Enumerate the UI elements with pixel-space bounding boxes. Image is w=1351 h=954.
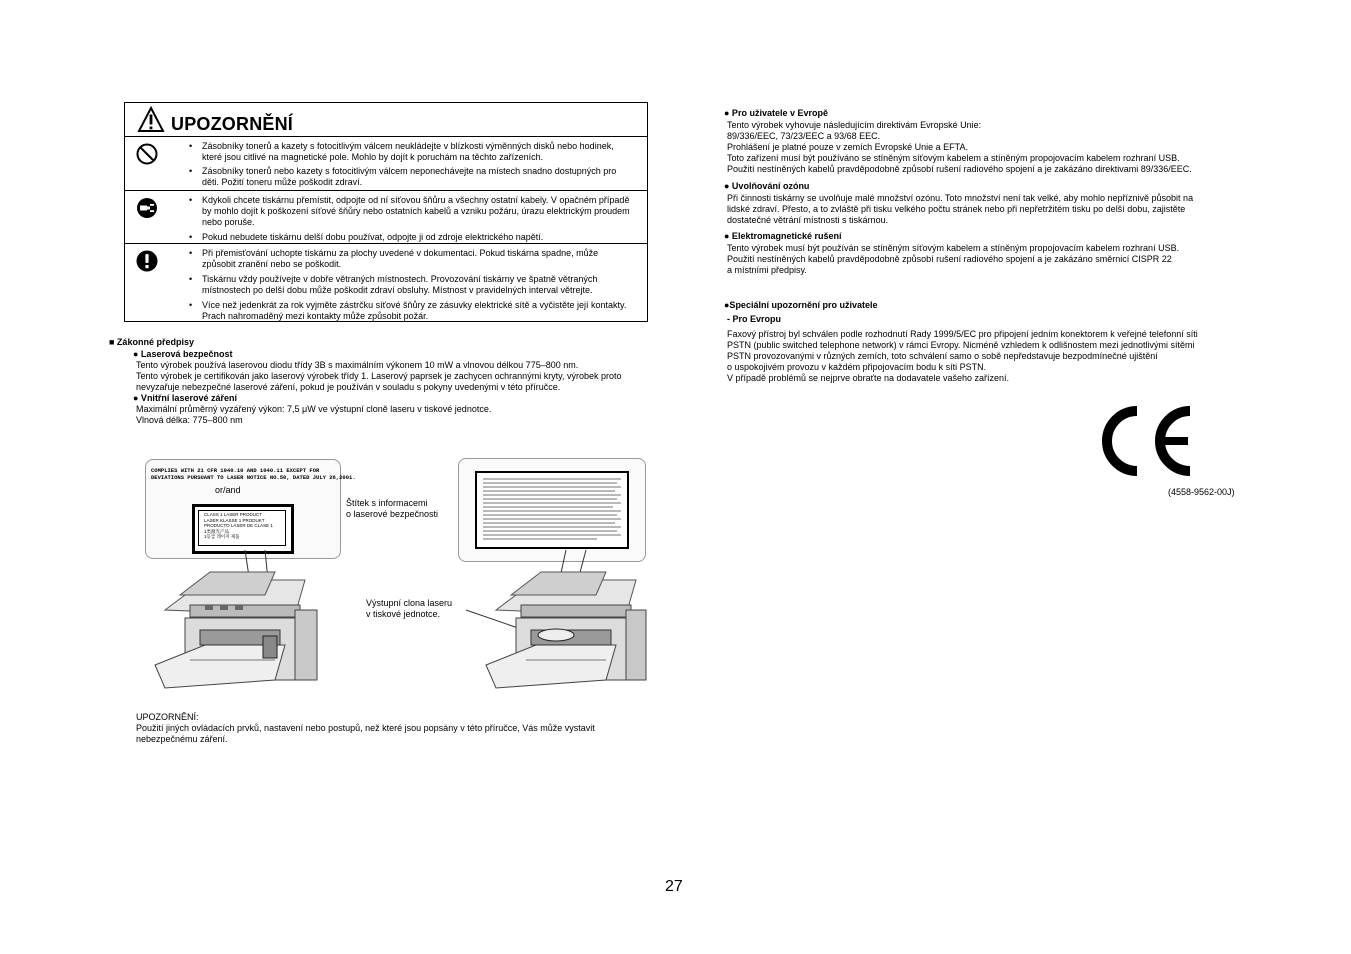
warning-label-lines <box>477 473 627 547</box>
special-line: Faxový přístroj byl schválen podle rozhodnutí Rady 1999/5/EC pro připojení jedním konektorem k veřejné telefonní síti <box>727 329 1198 339</box>
printer-illustration <box>145 540 345 690</box>
internal-radiation-heading: ● Vnitřní laserové záření <box>133 393 237 403</box>
special-line: PSTN provozovanými v různých zemích, toto schválení samo o sobě nepředstavuje bezpodmínečné ujištění <box>727 351 1158 361</box>
special-line: o uspokojivém provozu v každém připojovacím bodu k síti PSTN. <box>727 362 987 372</box>
ozone-heading: ● Uvolňování ozónu <box>724 181 810 191</box>
bottom-caution-text: nebezpečnému záření. <box>136 734 228 744</box>
legal-heading: ■ Zákonné předpisy <box>109 337 194 347</box>
warning-text: Pokud nebudete tiskárnu delší dobu používat, odpojte ji od zdroje elektrického napětí. <box>202 232 544 242</box>
emc-heading: ● Elektromagnetické rušení <box>724 231 842 241</box>
ce-mark-icon <box>1092 405 1194 477</box>
warning-text: Více než jedenkrát za rok vyjměte zástrčku síťové šňůry ze zásuvky elektrické sítě a vyčistěte její kontakty. Prach nahromaděný mezi kontakty může způsobit požár. <box>202 300 627 321</box>
page-number: 27 <box>665 878 683 895</box>
europe-line: Tento výrobek vyhovuje následujícím direktivám Evropské Unie: <box>727 120 982 130</box>
special-line: V případě problémů se nejprve obraťte na dodavatele vašeho zařízení. <box>727 373 1010 383</box>
internal-radiation-line: Vlnová délka: 775–800 nm <box>136 415 243 425</box>
warning-text: Při přemisťování uchopte tiskárnu za plochy uvedené v dokumentaci. Pokud tiskárna spadne, může způsobit zranění nebo se poškodit. <box>202 248 599 269</box>
warning-title: UPOZORNĚNÍ <box>171 114 294 134</box>
multilingual-warning-label <box>475 471 629 549</box>
compliance-text: COMPLIES WITH 21 CFR 1040.10 AND 1040.11 EXCEPT FOR <box>151 467 320 474</box>
exclamation-icon <box>135 249 159 273</box>
europe-heading: ● Pro uživatele v Evropě <box>724 108 828 118</box>
europe-line: 89/336/EEC, 73/23/EEC a 93/68 EEC. <box>727 131 881 141</box>
europe-line: Toto zařízení musí být používáno se stíněným síťovým kabelem a stíněným propojovacím kabelem rozhraní USB. <box>727 153 1180 163</box>
compliance-text: DEVIATIONS PURSUANT TO LASER NOTICE NO.50, DATED JULY 26,2001. <box>151 474 356 481</box>
aperture-caption: v tiskové jednotce. <box>366 609 441 619</box>
warning-text: Tiskárnu vždy používejte v dobře větraných místnostech. Provozování tiskárny ve špatně větraných místnostech po delší dobu může poškodit zdraví obsluhy. Místnost v pravidelných interval větrejte. <box>202 274 598 295</box>
warning-row-mandatory: • Při přemisťování uchopte tiskárnu za plochy uvedené v dokumentaci. Pokud tiskárna spadne, může způsobit zranění nebo se poškodit. • Tiskárnu vždy používejte v dobře větraných místnostech. Provozování tiskárny ve špatně větraných místnostech po delší dobu může poškodit zdraví obsluhy. Místnost v pravidelných interval větrejte. • Více než jedenkrát za rok vyjměte zástrčku síťové šňůry ze zásuvky elektrické sítě a vyčistěte její kontakty. Prach nahromaděný mezi kontakty může způsobit požár. <box>125 244 647 321</box>
warning-row-prohibited: • Zásobníky tonerů a kazety s fotocitlivým válcem neukládejte v blízkosti výměnných disků nebo hodinek, které jsou citlivé na magnetické pole. Mohlo by dojít k poruchám na těchto zařízeních. • Zásobníky tonerů nebo kazety s fotocitlivým válcem neponechávejte na místech snadno dostupných pro děti. Požití toneru může poškodit zdraví. <box>125 137 647 191</box>
unplug-icon <box>135 196 159 220</box>
warning-text: Kdykoli chcete tiskárnu přemístit, odpojte od ní síťovou šňůru a všechny ostatní kabely. V opačném případě by mohlo dojít k poškození síťové šňůry nebo ostatních kabelů a vzniku požáru, úrazu elektrickým proudem nebo poruše. <box>202 195 630 227</box>
laser-safety-heading: ● Laserová bezpečnost <box>133 349 233 359</box>
printer-illustration-aperture <box>456 540 656 690</box>
aperture-caption: Výstupní clona laseru <box>366 598 453 608</box>
ce-code: (4558-9562-00J) <box>1168 487 1235 497</box>
warning-text: Zásobníky tonerů a kazety s fotocitlivým válcem neukládejte v blízkosti výměnných disků nebo hodinek, které jsou citlivé na magnetické pole. Mohlo by dojít k poruchám na těchto zařízeních. <box>202 141 614 162</box>
label-caption: Štítek s informacemi <box>346 498 428 508</box>
bottom-caution-heading: UPOZORNĚNÍ: <box>136 712 199 722</box>
emc-line: a místními předpisy. <box>727 265 807 275</box>
label-caption: o laserové bezpečnosti <box>346 509 439 519</box>
warning-row-unplug: • Kdykoli chcete tiskárnu přemístit, odpojte od ní síťovou šňůru a všechny ostatní kabely. V opačném případě by mohlo dojít k poškození síťové šňůry nebo ostatních kabelů a vzniku požáru, úrazu elektrickým proudem nebo poruše. • Pokud nebudete tiskárnu delší dobu používat, odpojte ji od zdroje elektrického napětí. <box>125 191 647 244</box>
class1-label: CLASS 1 LASER PRODUCT LASER KLASSE 1 PRODUKT PRODUCTO LÁSER DE CLASE 1 1类激光产品 1등급 레이저 제품 <box>192 504 294 554</box>
ozone-line: lidské zdraví. Přesto, a to zvláště při tisku velkého počtu stránek nebo při nepřetržitém tisku po delší dobu, zajistěte <box>727 204 1186 214</box>
ozone-line: dostatečné větrání místnosti s tiskárnou. <box>727 215 889 225</box>
laser-safety-line: nevyzařuje nebezpečné laserové záření, pokud je používán v souladu s pokyny uvedenými v této příručce. <box>136 382 561 392</box>
warning-header <box>125 103 647 137</box>
or-and-text: or/and <box>215 485 241 495</box>
warning-triangle-icon <box>137 106 165 133</box>
special-heading: ●Speciální upozornění pro uživatele <box>724 300 878 310</box>
laser-safety-line: Tento výrobek je certifikován jako laserový výrobek třídy 1. Laserový paprsek je zachycen ochrannými kryty, výrobek proto <box>136 371 622 381</box>
emc-line: Tento výrobek musí být používán se stíněným síťovým kabelem a stíněným propojovacím kabelem rozhraní USB. <box>727 243 1180 253</box>
special-subheading: - Pro Evropu <box>727 314 782 324</box>
europe-line: Prohlášení je platné pouze v zemích Evropské Unie a EFTA. <box>727 142 968 152</box>
laser-safety-line: Tento výrobek používá laserovou diodu třídy 3B s maximálním výkonem 10 mW a vlnovou délkou 775–800 nm. <box>136 360 579 370</box>
warning-box <box>124 102 648 322</box>
warning-text: Zásobníky tonerů nebo kazety s fotocitlivým válcem neponechávejte na místech snadno dostupných pro děti. Požití toneru může poškodit zdraví. <box>202 166 617 187</box>
bottom-caution-text: Použití jiných ovládacích prvků, nastavení nebo postupů, než které jsou popsány v této příručce, Vás může vystavit <box>136 723 595 733</box>
europe-line: Použití nestíněných kabelů pravděpodobně způsobí rušení radiového spojení a je zakázáno direktivami 89/336/EEC. <box>727 164 1192 174</box>
special-line: PSTN (public switched telephone network) v rámci Evropy. Nicméně vzhledem k odlišnostem mezi jednotlivými sítěmi <box>727 340 1195 350</box>
prohibition-icon <box>135 142 159 166</box>
ozone-line: Při činnosti tiskárny se uvolňuje malé množství ozónu. Toto množství není tak velké, aby mohlo nepříznivě působit na <box>727 193 1194 203</box>
emc-line: Použití nestíněných kabelů pravděpodobně způsobí rušení radiového spojení a je zakázáno směrnicí CISPR 22 <box>727 254 1172 264</box>
internal-radiation-line: Maximální průměrný vyzářený výkon: 7,5 μW ve výstupní cloně laseru v tiskové jednotce. <box>136 404 492 414</box>
